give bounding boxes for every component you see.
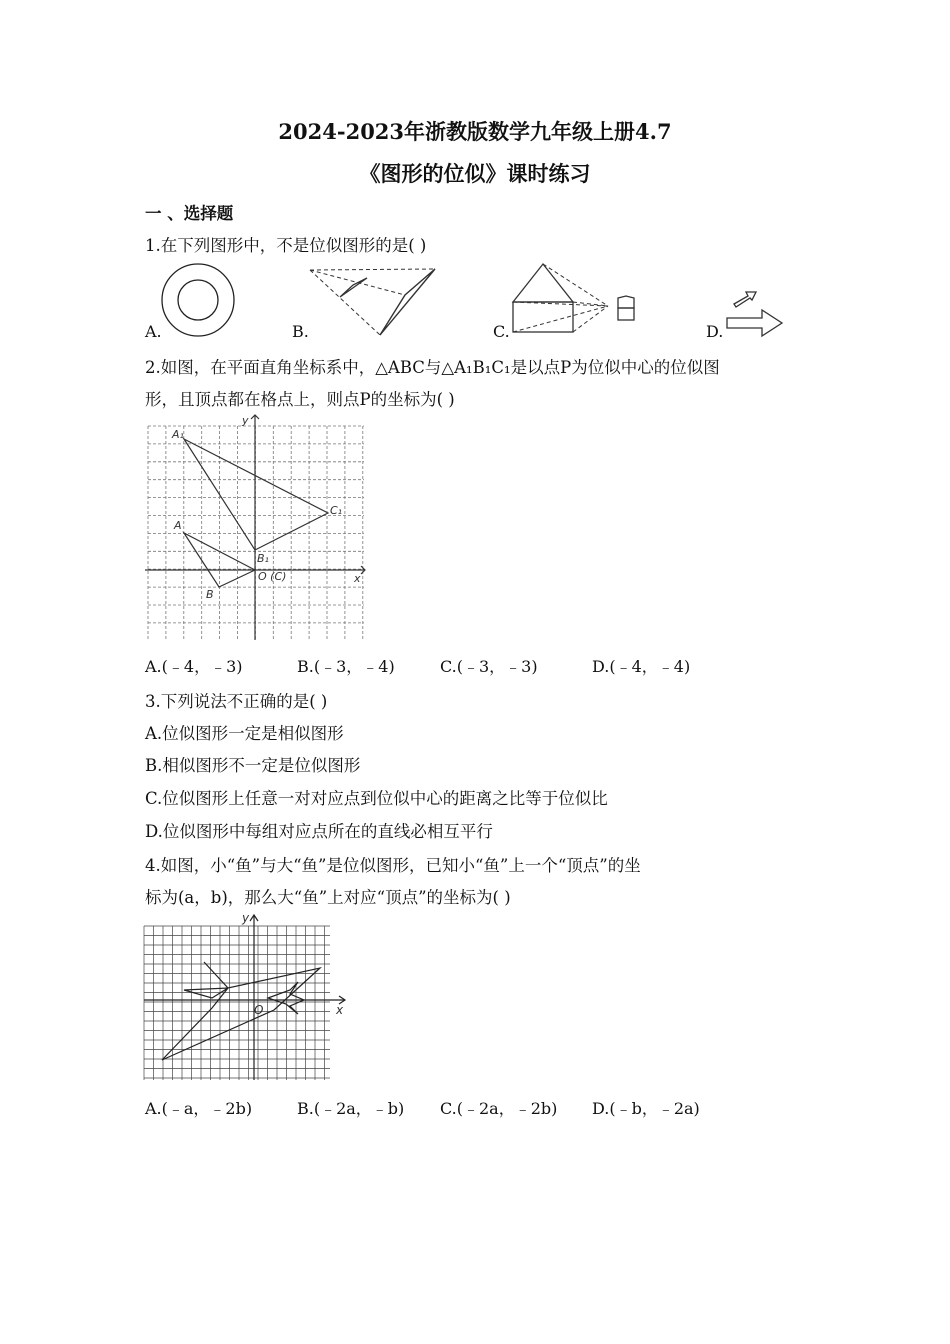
q2-coordinate-figure [140,410,380,645]
q2-label-c1: C₁ [330,504,343,517]
question-2-stem-line2: 形，且顶点都在格点上，则点P的坐标为( ) [145,390,455,409]
page-title: 2024-2023年浙教版数学九年级上册4.7 [278,119,672,144]
q2-label-x: x [354,572,361,585]
section-heading: 一 、选择题 [145,204,234,223]
q2-label-a1: A₁ [172,428,184,441]
q2-label-y: y [242,414,249,427]
q2-label-b: B [206,588,214,601]
question-1-stem: 1.在下列图形中，不是位似图形的是( ) [145,236,427,255]
q4-label-x: x [336,1003,344,1017]
q4-option-c[interactable]: C.(﹣2a，﹣2b) [440,1099,558,1118]
q2-option-b[interactable]: B.(﹣3，﹣4) [297,657,395,676]
q4-option-b[interactable]: B.(﹣2a，﹣b) [297,1099,405,1118]
q2-label-oc: O (C) [258,570,287,583]
q1-figure-c-house [508,262,648,337]
q3-option-c[interactable]: C.位似图形上任意一对对应点到位似中心的距离之比等于位似比 [145,789,608,808]
q1-option-a[interactable]: A. [145,322,162,341]
q1-figure-d-arrows [722,290,792,340]
q1-option-d[interactable]: D. [706,322,724,341]
q4-label-o: O [254,1003,264,1017]
q1-option-b[interactable]: B. [292,322,309,341]
q3-option-b[interactable]: B.相似图形不一定是位似图形 [145,756,361,775]
q1-option-c[interactable]: C. [493,322,510,341]
question-4-stem-line2: 标为(a，b)，那么大“鱼”上对应“顶点”的坐标为( ) [145,888,511,907]
q2-label-b1: B₁ [257,552,269,565]
page-subtitle: 《图形的位似》课时练习 [359,161,591,186]
q2-option-c[interactable]: C.(﹣3，﹣3) [440,657,538,676]
q4-label-y: y [242,911,250,925]
question-2-stem-line1: 2.如图，在平面直角坐标系中，△ABC与△A₁B₁C₁是以点P为位似中心的位似图 [145,358,720,377]
q3-option-a[interactable]: A.位似图形一定是相似图形 [145,724,344,743]
q4-fish-figure [140,910,360,1085]
q4-option-a[interactable]: A.(﹣a，﹣2b) [145,1099,253,1118]
q3-option-d[interactable]: D.位似图形中每组对应点所在的直线必相互平行 [145,822,493,841]
q2-option-d[interactable]: D.(﹣4，﹣4) [592,657,691,676]
q1-figure-a-ring [160,262,240,342]
q4-option-d[interactable]: D.(﹣b，﹣2a) [592,1099,700,1118]
q2-label-a: A [174,519,182,532]
q2-option-a[interactable]: A.(﹣4，﹣3) [145,657,243,676]
q1-figure-b-triangles [305,265,445,340]
question-3-stem: 3.下列说法不正确的是( ) [145,692,328,711]
question-4-stem-line1: 4.如图，小“鱼”与大“鱼”是位似图形，已知小“鱼”上一个“顶点”的坐 [145,856,641,875]
